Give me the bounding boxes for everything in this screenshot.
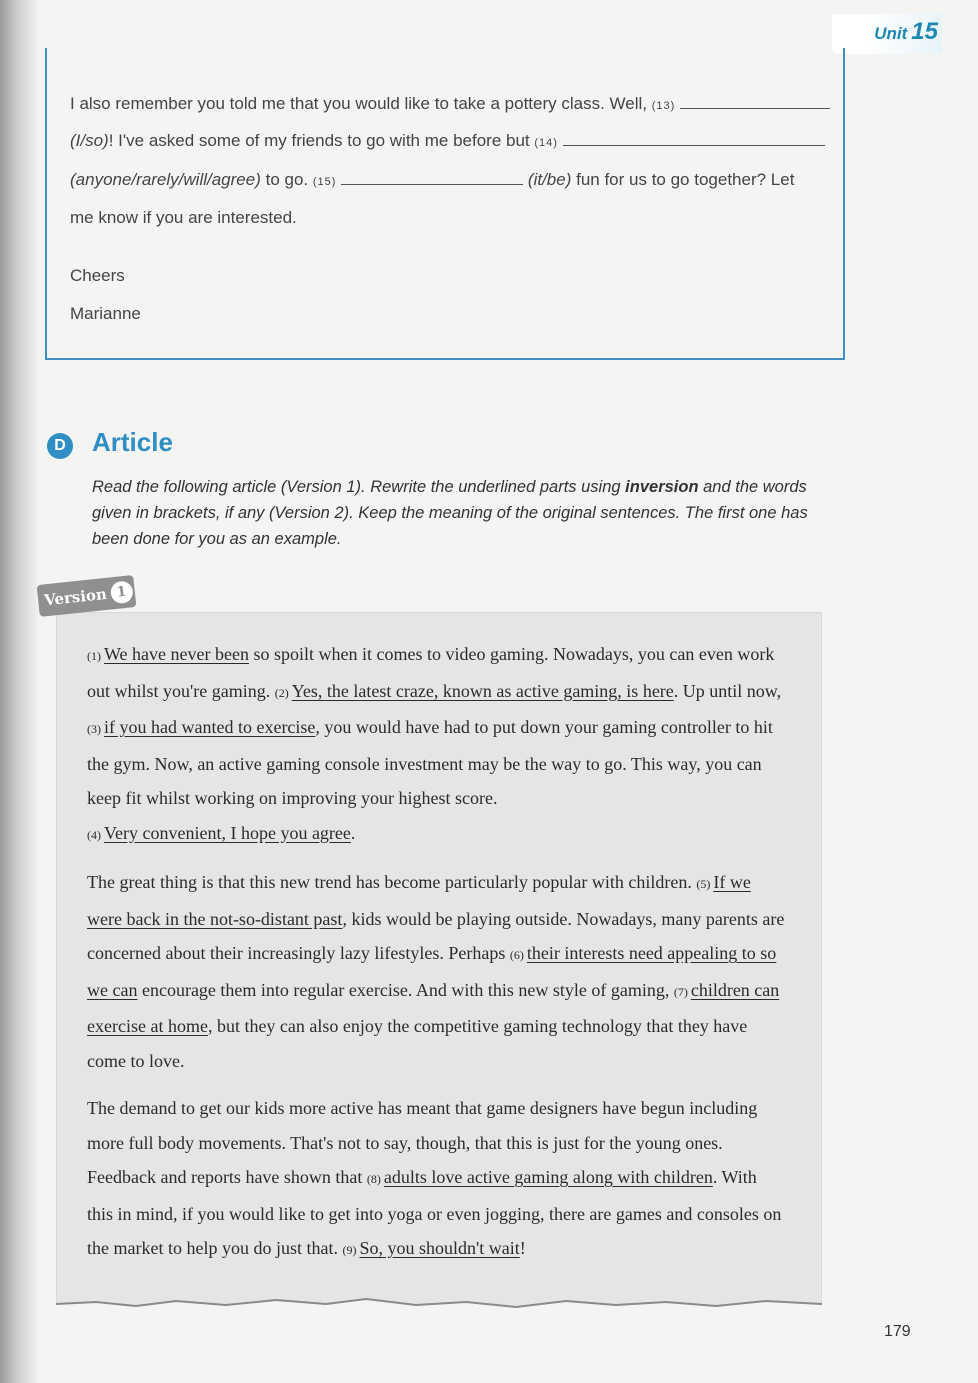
letter-closing: Cheers [70,266,125,285]
letter-box-right-border [843,48,845,360]
section-badge: D [47,433,73,459]
underlined-part-4: Very convenient, I hope you agree [104,822,351,843]
underlined-part-5: If we were back in the not-so-distant past [87,872,751,929]
article-paragraph-3: The demand to get our kids more active has meant that game designers have begun including more full body movements. That's not to say, though, that this is just for the young ones. Feedback and reports have shown that (8) adults love active gaming along with children. With this in mind, if you would like to get into yoga or even jogging, there are games and consoles on the market to help you do just that. (9) So, you shouldn't wait! [87,1098,782,1258]
blank-13[interactable] [680,94,830,109]
underlined-part-1: We have never been [104,644,249,664]
article-paragraph-2: The great thing is that this new trend has become particularly popular with children. (5) If we were back in the not-so-distant past, kids would be playing outside. Nowadays, many parents are concerned about their increasingly lazy lifestyles. Perhaps (6) their interests need appealing to so we can encourage them into regular exercise. And with this new style of gaming, (7) children can exercise at home, but they can also enjoy the competitive gaming technology that they have come to love. [87,872,785,1071]
letter-signature: Marianne [70,304,141,323]
underlined-part-7: children can exercise at home [87,979,780,1036]
article-body [87,637,787,1281]
letter-line-4: me know if you are interested. [70,208,297,227]
unit-word: Unit [874,24,908,43]
section-title: Article [92,427,173,457]
torn-paper-edge [56,1296,822,1330]
underlined-part-9: So, you shouldn't wait [359,1238,520,1258]
blank-number-13: (13) [651,100,676,112]
hint-15: (it/be) [527,170,572,189]
blank-14[interactable] [563,131,825,146]
version-label: Version [43,584,108,610]
underlined-part-8: adults love active gaming along with children [383,1167,713,1187]
article-paragraph-1: (1) We have never been so spoilt when it comes to video gaming. Nowadays, you can even work out whilst you're gaming. (2) Yes, the latest craze, known as active gaming, is here. Up until now, (3) if you had wanted to exercise, you would have had to put down your gaming controller to hit the gym. Now, an active gaming console investment may be the way to go. This way, you can keep fit whilst working on improving your highest score. (4) Very convenient, I hope you agree. [87,644,782,843]
hint-13: (I/so) [70,131,109,150]
underlined-part-6: their interests need appealing to so we can [87,943,777,1000]
page-fold-shadow [0,0,40,1383]
hint-14: (anyone/rarely/will/agree) [70,170,261,189]
unit-number: 15 [911,18,938,45]
version-number: 1 [109,580,133,604]
blank-number-15: (15) [312,176,337,188]
letter-line-3: (anyone/rarely/will/agree) to go. (15) (it/be) fun for us to go together? Let [70,170,795,189]
letter-line-2: (I/so)! I've asked some of my friends to go with me before but (14) [70,131,825,151]
section-instructions: Read the following article (Version 1). Rewrite the underlined parts using inversion and the words given in brackets, if any (Version 2). Keep the meaning of the original sentences. The first one has been done for you as an example. [92,478,808,548]
instructions-keyword: inversion [625,478,699,496]
blank-15[interactable] [341,170,523,185]
unit-label [874,18,938,46]
underlined-part-2: Yes, the latest craze, known as active gaming, is here [291,680,674,701]
letter-line-1: I also remember you told me that you would like to take a pottery class. Well, (13) [70,94,830,114]
page-number: 179 [884,1323,911,1340]
blank-number-14: (14) [534,137,558,149]
underlined-part-3: if you had wanted to exercise [104,717,316,737]
version-tag [37,575,137,617]
